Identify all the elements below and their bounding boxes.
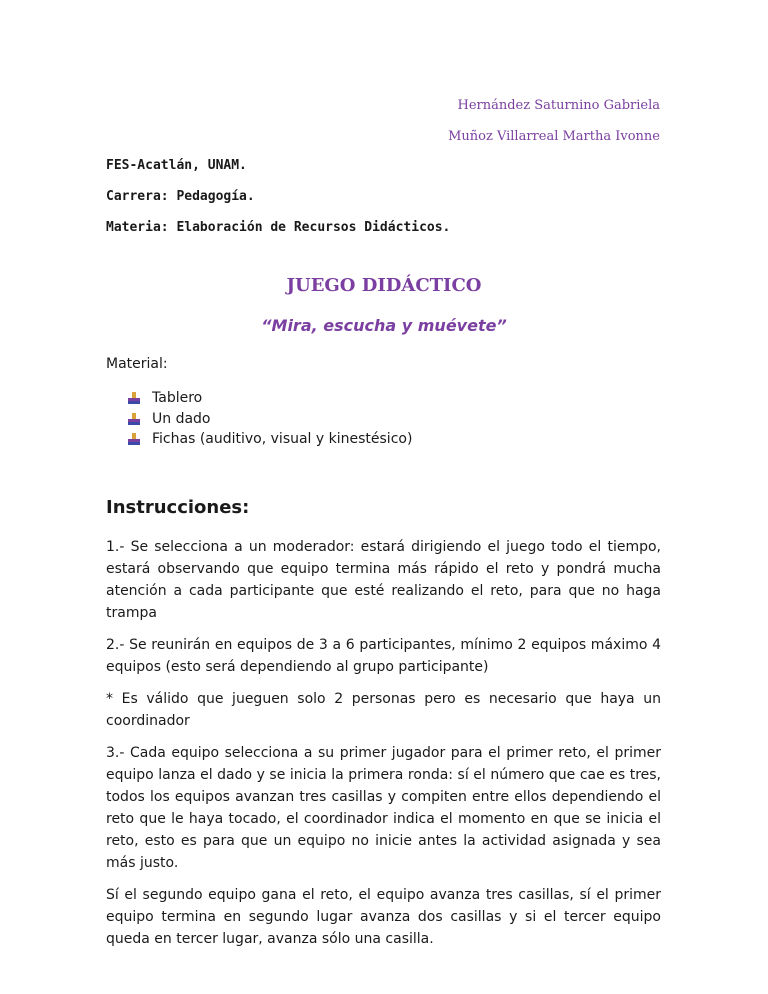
school-line: FES-Acatlán, UNAM.: [106, 158, 247, 173]
material-list: [128, 388, 412, 450]
list-item: [128, 429, 412, 450]
material-label: Material:: [106, 356, 168, 372]
author-name: Muñoz Villarreal Martha Ivonne: [448, 129, 660, 144]
bullet-icon: [128, 413, 140, 425]
material-item-label: Fichas (auditivo, visual y kinestésico): [152, 431, 413, 447]
paragraph: * Es válido que jueguen solo 2 personas pero es necesario que haya un coordinador: [106, 691, 661, 729]
bullet-icon: [128, 433, 140, 445]
career-line: Carrera: Pedagogía.: [106, 189, 255, 204]
paragraph: 1.- Se selecciona a un moderador: estará dirigiendo el juego todo el tiempo, estará observando que equipo termina más rápido el reto y pondrá mucha atención a cada participante que esté realizando el reto, para que no haga trampa: [106, 539, 661, 621]
paragraph: 2.- Se reunirán en equipos de 3 a 6 participantes, mínimo 2 equipos máximo 4 equipos (esto será dependiendo al grupo participante): [106, 637, 661, 675]
course-info: [106, 150, 450, 243]
subject-line: Materia: Elaboración de Recursos Didácticos.: [106, 220, 451, 235]
list-item: [128, 388, 412, 409]
author-name: Hernández Saturnino Gabriela: [457, 98, 660, 113]
document-subtitle: “Mira, escucha y muévete”: [261, 316, 507, 335]
instructions-body: [106, 536, 661, 960]
bullet-icon: [128, 392, 140, 404]
material-item-label: Un dado: [152, 410, 211, 427]
material-item-label: Tablero: [152, 390, 203, 406]
authors-block: [448, 90, 660, 152]
instructions-heading: Instrucciones:: [106, 497, 250, 518]
paragraph: Sí el segundo equipo gana el reto, el equipo avanza tres casillas, sí el primer equipo termina en segundo lugar avanza dos casillas y si el tercer equipo queda en tercer lugar, avanza sólo una casilla.: [106, 887, 661, 947]
document-title: JUEGO DIDÁCTICO: [286, 275, 482, 296]
list-item: [128, 409, 412, 430]
paragraph: 3.- Cada equipo selecciona a su primer jugador para el primer reto, el primer equipo lanza el dado y se inicia la primera ronda: sí el número que cae es tres, todos los equipos avanzan tres casillas y compiten entre ellos dependiendo el reto que le haya tocado, el coordinador indica el momento en que se inicia el reto, esto es para que un equipo no inicie antes la actividad asignada y sea más justo.: [106, 745, 661, 871]
